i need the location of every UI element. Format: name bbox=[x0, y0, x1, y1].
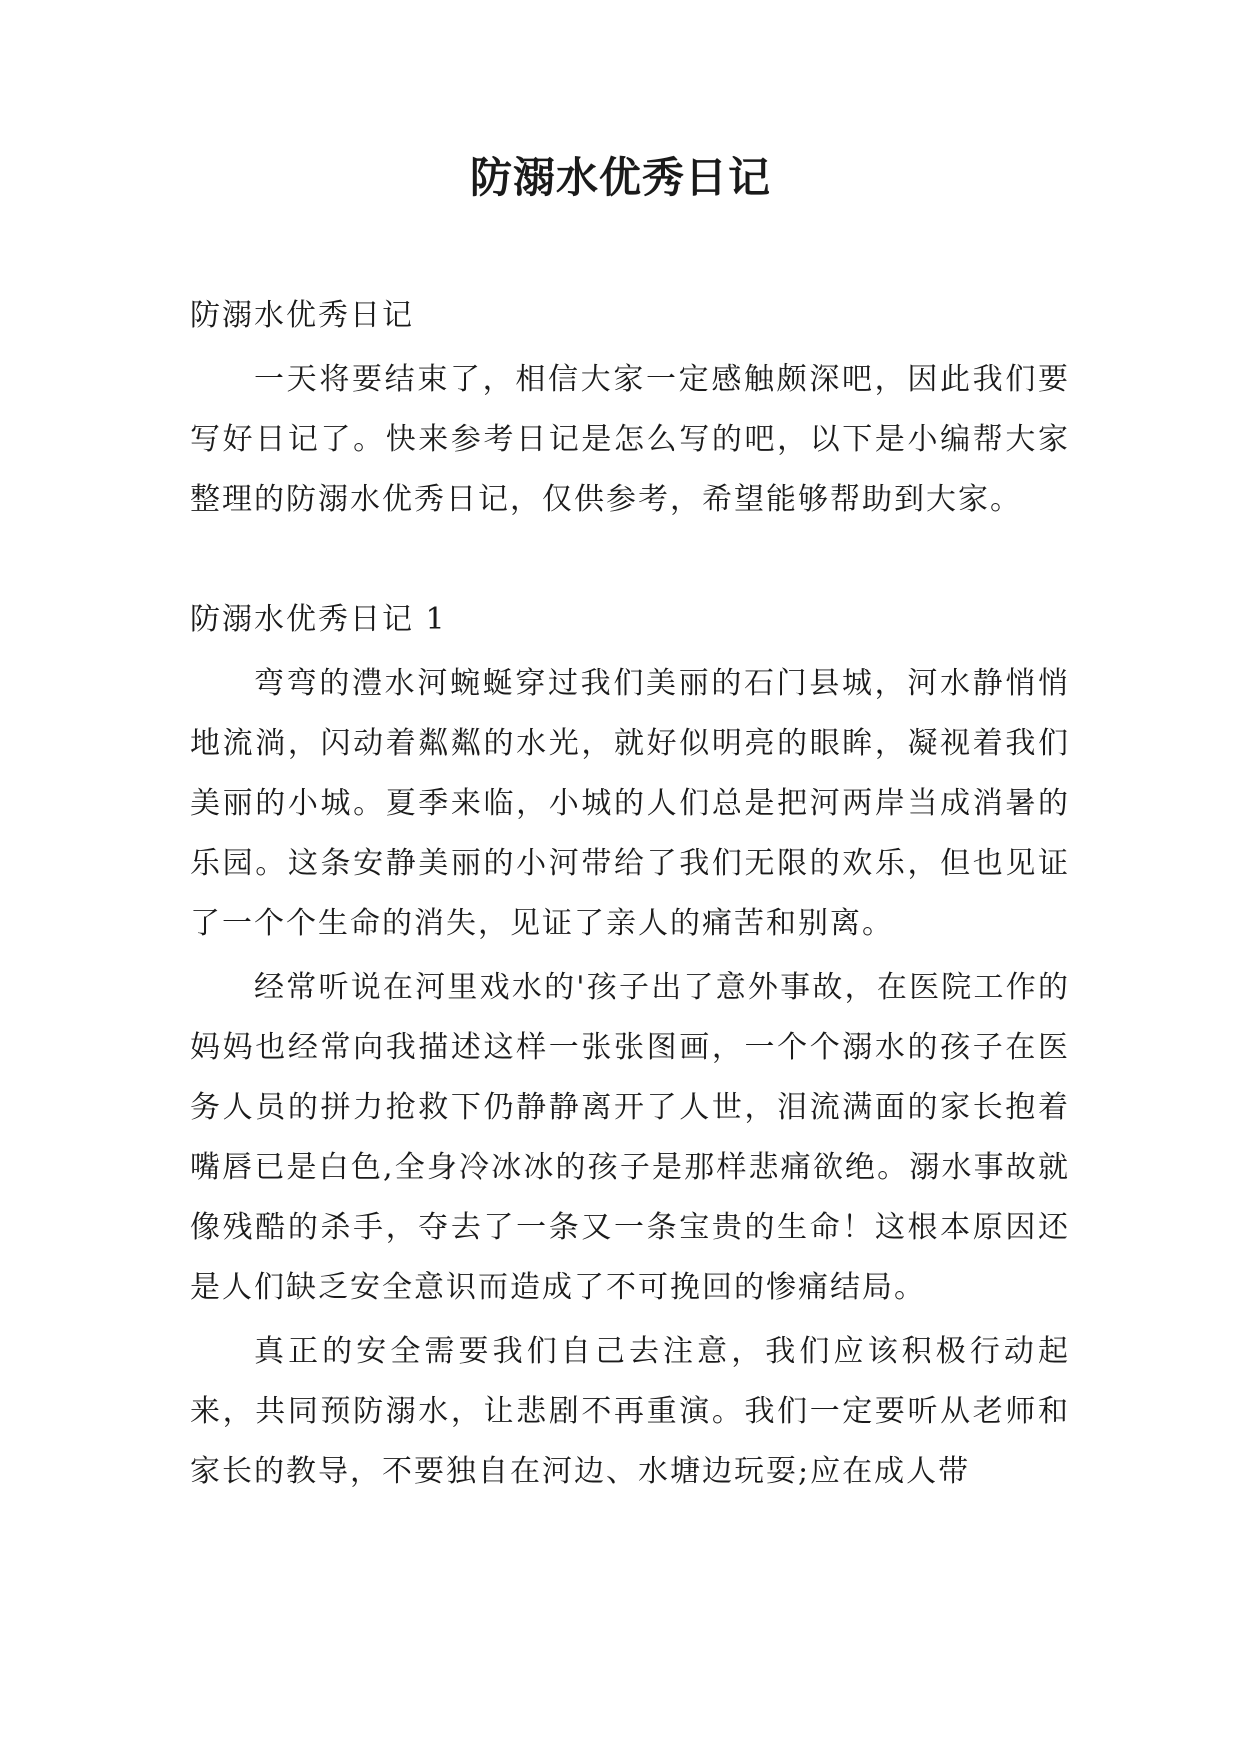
section-paragraph: 真正的安全需要我们自己去注意，我们应该积极行动起来，共同预防溺水，让悲剧不再重演。我们一定要听从老师和家长的教导，不要独自在河边、水塘边玩耍;应在成人带 bbox=[190, 1334, 1070, 1489]
intro-paragraph: 一天将要结束了，相信大家一定感触颇深吧，因此我们要写好日记了。快来参考日记是怎么写的吧，以下是小编帮大家整理的防溺水优秀日记，仅供参考，希望能够帮助到大家。 bbox=[190, 362, 1070, 517]
intro-heading: 防溺水优秀日记 bbox=[190, 298, 414, 333]
section-paragraph: 经常听说在河里戏水的'孩子出了意外事故，在医院工作的妈妈也经常向我描述这样一张张图画，一个个溺水的孩子在医务人员的拼力抢救下仍静静离开了人世，泪流满面的家长抱着嘴唇已是白色,全身冷冰冰的孩子是那样悲痛欲绝。溺水事故就像残酷的杀手，夺去了一条又一条宝贵的生命！这根本原因还是人们缺乏安全意识而造成了不可挽回的惨痛结局。 bbox=[190, 970, 1070, 1305]
section-paragraph: 弯弯的澧水河蜿蜒穿过我们美丽的石门县城，河水静悄悄地流淌，闪动着粼粼的水光，就好似明亮的眼眸，凝视着我们美丽的小城。夏季来临，小城的人们总是把河两岸当成消暑的乐园。这条安静美丽的小河带给了我们无限的欢乐，但也见证了一个个生命的消失，见证了亲人的痛苦和别离。 bbox=[190, 666, 1070, 941]
document-body bbox=[190, 286, 1070, 1502]
section-heading: 防溺水优秀日记 1 bbox=[190, 602, 447, 637]
document-title: 防溺水优秀日记 bbox=[469, 153, 771, 202]
